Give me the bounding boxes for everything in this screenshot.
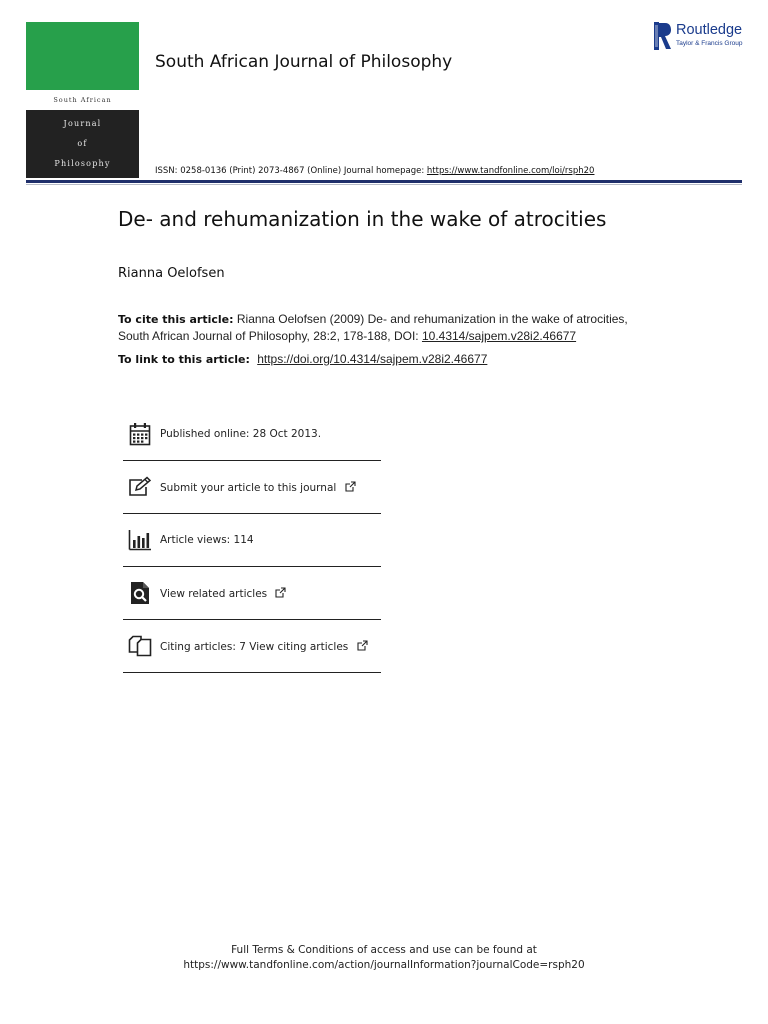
citation-text: Rianna Oelofsen (2009) De- and rehumanization in the wake of atrocities, South African Journal of Philosophy, 28:2, 178-188, DOI: <box>118 312 628 343</box>
citation-doi-link[interactable]: 10.4314/sajpem.v28i2.46677 <box>421 329 577 343</box>
external-link-icon <box>275 587 286 598</box>
publisher-group: Taylor & Francis Group <box>676 40 743 47</box>
header-rule <box>26 180 742 183</box>
search-document-icon <box>127 580 153 606</box>
cover-title <box>26 114 139 174</box>
cover-title-line: Philosophy <box>54 159 111 168</box>
bar-chart-icon <box>127 527 153 553</box>
related-articles-label: View related articles <box>160 587 268 600</box>
routledge-r-icon <box>654 22 672 50</box>
citing-articles-link[interactable] <box>160 640 368 653</box>
citing-articles-label: Citing articles: 7 View citing articles <box>160 640 349 653</box>
article-views: Article views: 114 <box>160 534 254 546</box>
citation-block <box>118 311 658 344</box>
info-item-citing[interactable] <box>123 620 381 673</box>
journal-name: South African Journal of Philosophy <box>155 52 453 72</box>
cover-title-line: of <box>77 139 88 148</box>
link-label: To link to this article: <box>118 353 250 366</box>
citation-label: To cite this article: <box>118 313 234 326</box>
citing-articles-icon <box>127 633 153 659</box>
article-link-line <box>118 352 487 366</box>
published-date: Published online: 28 Oct 2013. <box>160 428 322 440</box>
routledge-logo[interactable] <box>654 22 749 52</box>
terms-text: Full Terms & Conditions of access and use can be found at <box>231 944 537 956</box>
article-info-list <box>123 408 381 673</box>
info-item-published <box>123 408 381 461</box>
calendar-icon <box>127 421 153 447</box>
publisher-name: Routledge <box>676 22 743 38</box>
submit-article-link[interactable] <box>160 481 356 494</box>
terms-footer <box>0 943 768 973</box>
issn-text: ISSN: 0258-0136 (Print) 2073-4867 (Online) Journal homepage: <box>155 166 427 176</box>
related-articles-link[interactable] <box>160 587 286 600</box>
submit-article-label: Submit your article to this journal <box>160 481 337 494</box>
terms-url[interactable]: https://www.tandfonline.com/action/journalInformation?journalCode=rsph20 <box>183 959 585 971</box>
article-title: De- and rehumanization in the wake of atrocities <box>118 207 607 231</box>
info-item-related[interactable] <box>123 567 381 620</box>
article-author: Rianna Oelofsen <box>118 266 225 281</box>
edit-icon <box>127 474 153 500</box>
external-link-icon <box>345 481 356 492</box>
cover-green-panel <box>26 22 139 90</box>
info-item-submit[interactable] <box>123 461 381 514</box>
external-link-icon <box>357 640 368 651</box>
journal-homepage-link[interactable]: https://www.tandfonline.com/loi/rsph20 <box>426 166 595 176</box>
cover-title-line: Journal <box>63 119 102 128</box>
header-rule-thin <box>26 184 742 185</box>
journal-cover <box>26 22 139 178</box>
cover-band-label: South African <box>53 96 112 104</box>
article-doi-link[interactable]: https://doi.org/10.4314/sajpem.v28i2.46677 <box>257 352 488 366</box>
issn-line <box>155 166 594 176</box>
info-item-views <box>123 514 381 567</box>
